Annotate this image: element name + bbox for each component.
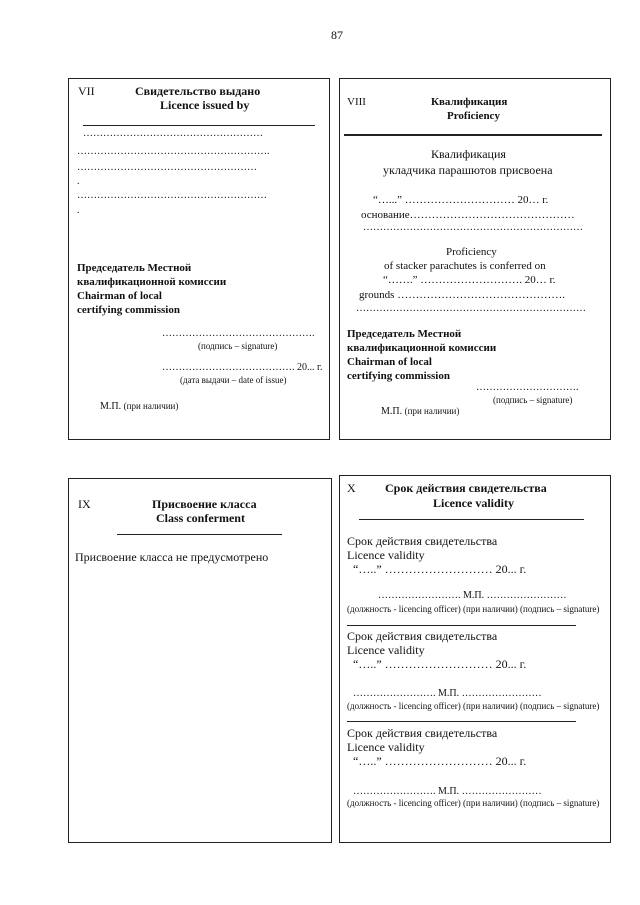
validity-block-1-rule <box>347 625 576 626</box>
stamp-label: М.П. <box>100 401 122 412</box>
validity-block-2-date: “…..” ……………………… 20... г. <box>353 657 527 671</box>
section-vii-dots-5: ………………………………………………… <box>77 190 267 201</box>
section-ix-body: Присвоение класса не предусмотрено <box>75 550 269 564</box>
section-vii-title-ru: Свидетельство выдано <box>135 84 261 98</box>
validity-block-2-rule <box>347 721 576 722</box>
validity-block-2-ru: Срок действия свидетельства <box>347 629 498 643</box>
validity-block-2-en: Licence validity <box>347 643 425 657</box>
validity-block-2-note: (должность - licencing officer) (при наличии) (подпись – signature) <box>347 701 600 711</box>
section-vii-rule <box>83 125 315 126</box>
section-ix-title-en: Class conferment <box>156 511 245 525</box>
section-vii-dots-1: ……………………………………………… <box>83 128 263 139</box>
validity-block-1-signature: ……………………. М.П. …………………… <box>378 590 567 601</box>
section-viii-rule <box>344 134 602 136</box>
validity-block-3-date: “…..” ……………………… 20... г. <box>353 754 527 768</box>
section-viii-q2: укладчика парашютов присвоена <box>383 163 553 177</box>
validity-block-2-signature: ……………………. М.П. …………………… <box>353 688 542 699</box>
section-viii-signature-label: (подпись – signature) <box>493 395 573 405</box>
section-vii-date-label: (дата выдачи – date of issue) <box>180 375 287 385</box>
section-vii-chair-2: квалификационной комиссии <box>77 276 227 288</box>
validity-block-1-ru: Срок действия свидетельства <box>347 534 498 548</box>
section-vii-signature-line: ………………………………………. <box>162 328 315 339</box>
stamp-label: М.П. <box>381 406 403 417</box>
section-vii-date-line: …………………………………. 20... г. <box>162 362 323 373</box>
validity-block-3-en: Licence validity <box>347 740 425 754</box>
section-vii-title-en: Licence issued by <box>160 98 250 112</box>
section-vii-dot-4: . <box>77 176 80 187</box>
section-vii-chair-4: certifying commission <box>77 304 180 316</box>
section-viii-stamp <box>381 406 459 417</box>
section-viii-signature-line: …………………………. <box>476 382 579 393</box>
section-vii-dots-3: ……………………………………………… <box>77 162 257 173</box>
section-vii-stamp <box>100 401 178 412</box>
section-x-number: X <box>347 481 356 495</box>
section-vii-chair-1: Председатель Местной <box>77 262 192 274</box>
section-viii-p1: Proficiency <box>446 246 497 258</box>
validity-block-1-en: Licence validity <box>347 548 425 562</box>
section-viii-chair-1: Председатель Местной <box>347 328 462 340</box>
validity-block-3-ru: Срок действия свидетельства <box>347 726 498 740</box>
section-x-title-ru: Срок действия свидетельства <box>385 481 547 495</box>
section-ix-title-ru: Присвоение класса <box>152 497 257 511</box>
section-viii-title-ru: Квалификация <box>431 96 508 108</box>
section-viii-chair-2: квалификационной комиссии <box>347 342 497 354</box>
section-vii-signature-label: (подпись – signature) <box>198 341 278 351</box>
section-x-title-en: Licence validity <box>433 496 514 510</box>
page-number: 87 <box>331 28 343 42</box>
section-vii-chair-3: Chairman of local <box>77 290 162 302</box>
stamp-note: (при наличии) <box>404 406 460 416</box>
section-viii-p4: grounds ………………………………………. <box>359 289 565 301</box>
section-vii-number: VII <box>78 84 95 98</box>
section-viii-p3: “…….” ………………………. 20… г. <box>383 274 556 286</box>
section-viii-dots-1: ………………………………………………………… <box>363 222 583 233</box>
validity-block-3-signature: ……………………. М.П. …………………… <box>353 786 542 797</box>
section-ix-rule <box>117 534 282 535</box>
validity-block-1-date: “…..” ……………………… 20... г. <box>353 562 527 576</box>
section-viii-title-en: Proficiency <box>447 110 500 122</box>
section-vii-dots-2: …………………………………………………. <box>77 146 270 157</box>
section-viii-chair-4: certifying commission <box>347 370 450 382</box>
validity-block-3-note: (должность - licencing officer) (при наличии) (подпись – signature) <box>347 798 600 808</box>
validity-block-1-note: (должность - licencing officer) (при наличии) (подпись – signature) <box>347 604 600 614</box>
section-vii-dot-6: . <box>77 205 80 216</box>
section-viii-number: VIII <box>347 96 366 108</box>
section-viii-p2: of stacker parachutes is conferred on <box>384 260 546 272</box>
stamp-note: (при наличии) <box>123 401 179 411</box>
section-viii-basis-line: основание……………………………………… <box>361 209 575 221</box>
section-viii-chair-3: Chairman of local <box>347 356 432 368</box>
section-viii-q1: Квалификация <box>431 147 506 161</box>
section-viii-date-line: “…...” ………………………… 20… г. <box>373 194 549 206</box>
section-ix-box <box>68 478 332 843</box>
section-ix-number: IX <box>78 497 91 511</box>
section-x-rule <box>359 519 584 520</box>
section-viii-dots-2: …………………………………………………………… <box>356 303 586 314</box>
